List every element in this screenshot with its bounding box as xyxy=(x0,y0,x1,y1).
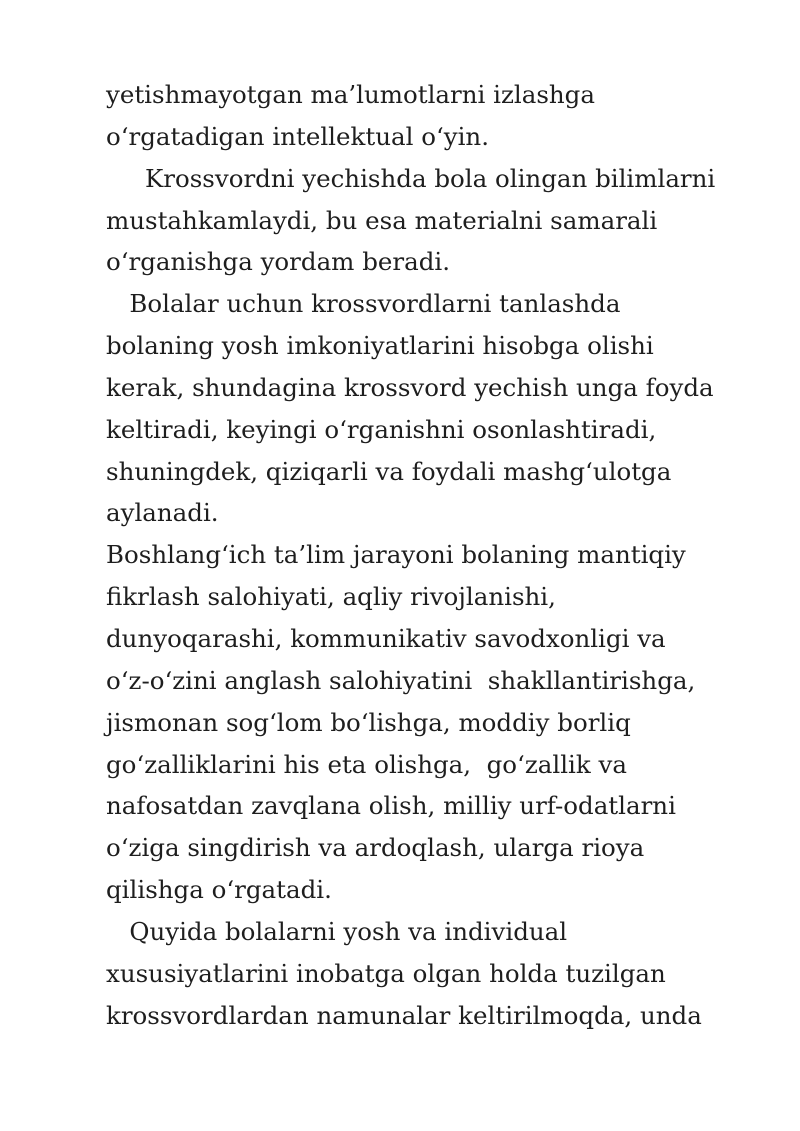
text-line: qilishga o‘rgatadi. xyxy=(106,875,332,905)
text-line: xususiyatlarini inobatga olgan holda tuzilgan xyxy=(106,958,666,988)
text-line: yetishmayotgan ma’lumotlarni izlashga xyxy=(106,80,595,109)
text-line: fikrlash salohiyati, aqliy rivojlanishi, xyxy=(106,582,556,612)
text-line: o‘ziga singdirish va ardoqlash, ularga rioya xyxy=(106,833,645,863)
text-line: kerak, shundagina krossvord yechish unga foyda xyxy=(106,372,714,402)
text-line: o‘rgatadigan intellektual o‘yin. xyxy=(106,121,489,151)
text-line: Boshlang‘ich ta’lim jarayoni bolaning mantiqiy xyxy=(106,540,686,570)
body-text xyxy=(106,74,766,1036)
text-line: go‘zalliklarini his eta olishga, go‘zallik va xyxy=(106,749,627,779)
text-line: Quyida bolalarni yosh va individual xyxy=(106,916,568,946)
text-line: nafosatdan zavqlana olish, milliy urf-odatlarni xyxy=(106,791,676,821)
text-line: jismonan sog‘lom bo‘lishga, moddiy borliq xyxy=(106,707,631,737)
text-line: Krossvordni yechishda bola olingan bilimlarni xyxy=(106,163,716,193)
text-line: dunyoqarashi, kommunikativ savodxonligi va xyxy=(106,623,666,653)
text-line: o‘z-o‘zini anglash salohiyatini shakllantirishga, xyxy=(106,665,696,695)
text-line: bolaning yosh imkoniyatlarini hisobga olishi xyxy=(106,331,654,361)
text-line: Bolalar uchun krossvordlarni tanlashda xyxy=(106,289,621,319)
text-line: keltiradi, keyingi o‘rganishni osonlashtiradi, xyxy=(106,414,657,444)
text-line: aylanadi. xyxy=(106,498,219,528)
text-line: shuningdek, qiziqarli va foydali mashg‘ulotga xyxy=(106,456,672,486)
text-line: mustahkamlaydi, bu esa materialni samarali xyxy=(106,205,658,235)
text-line: o‘rganishga yordam beradi. xyxy=(106,247,451,277)
text-line: krossvordlardan namunalar keltirilmoqda, unda xyxy=(106,1000,702,1030)
